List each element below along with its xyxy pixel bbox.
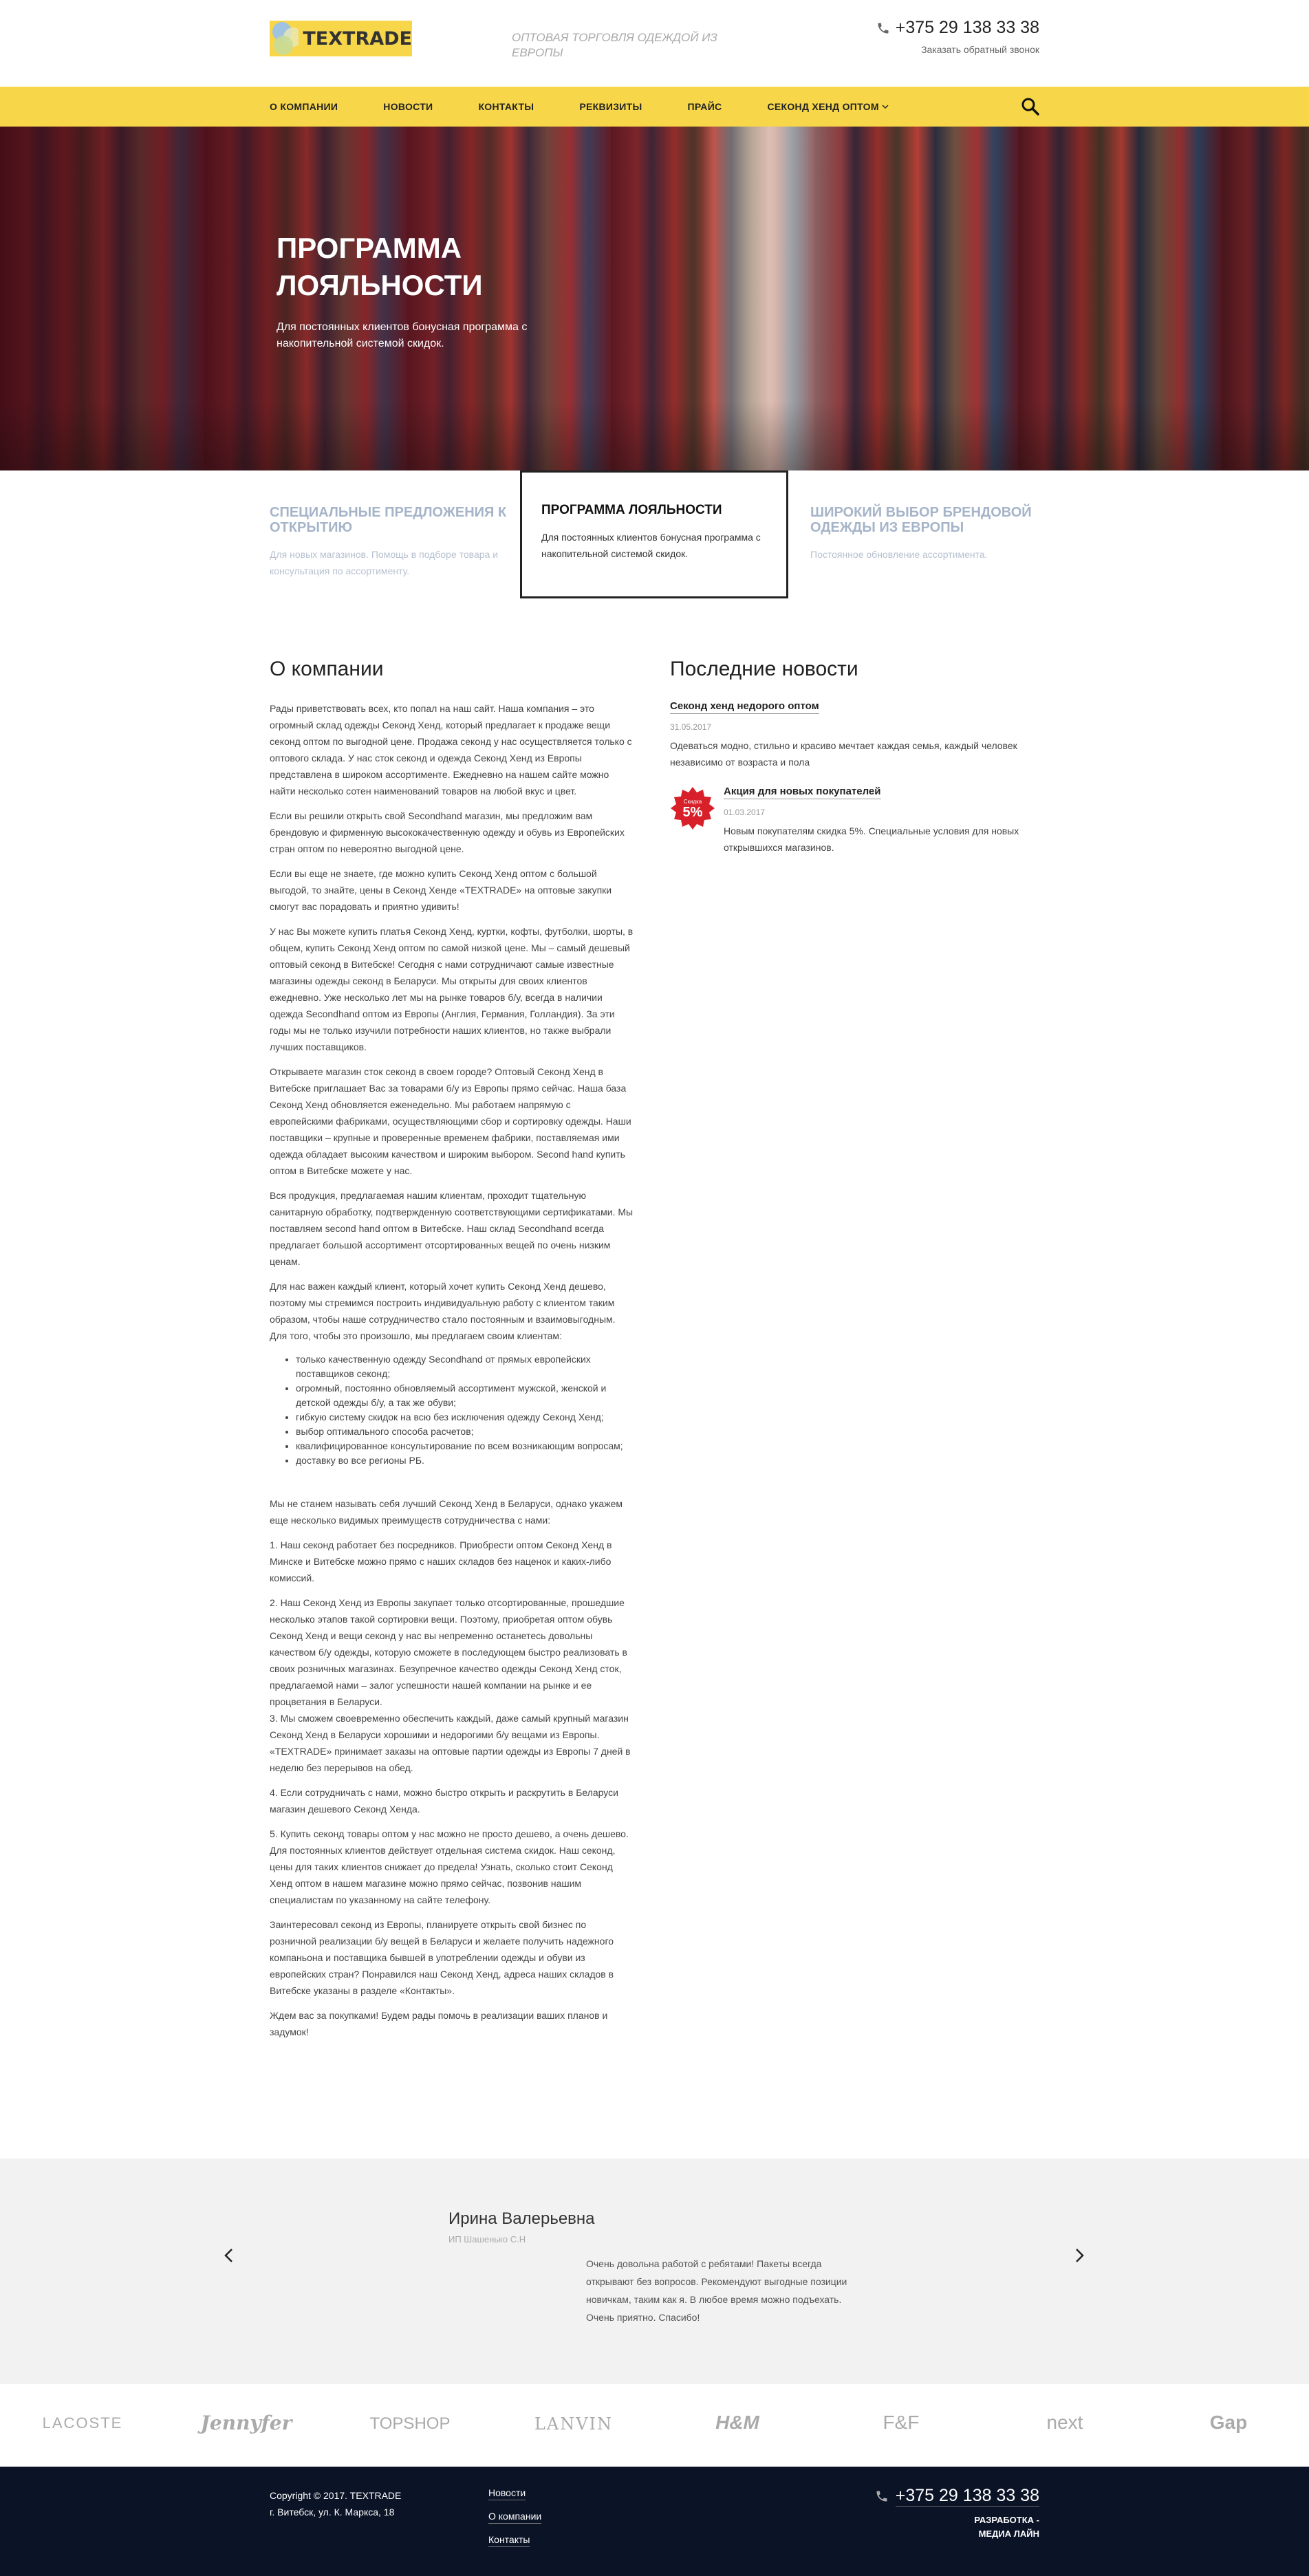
list-item: • доставку во все регионы РБ. [296, 1453, 634, 1468]
nav-item-second-hand-label: СЕКОНД ХЕНД ОПТОМ [767, 101, 879, 112]
about-paragraph: Для нас важен каждый клиент, который хочет купить Секонд Хенд дешево, поэтому мы стремимся построить индивидуальную работу с клиентом таким образом, чтобы наше сотрудничество стало постоянным и взаимовыгодным. Для того, чтобы это произошло, мы предлагаем своим клиентам: [270, 1281, 616, 1341]
brand-logo-lanvin[interactable]: LANVIN [534, 2414, 614, 2434]
phone-icon [876, 21, 890, 35]
search-icon [1020, 96, 1041, 117]
footer-copyright: Copyright © 2017. TEXTRADE [270, 2490, 402, 2501]
arrow-left-icon [219, 2245, 239, 2266]
about-paragraph: Ждем вас за покупками! Будем рады помочь в реализации ваших планов и задумок! [270, 2010, 608, 2037]
about-paragraph: 3. Мы сможем своевременно обеспечить каждый, даже самый крупный магазин Секонд Хенд в Беларуси хорошими и недорогими б/у вещами из Европы. «TEXTRADE» принимает заказы на оптовые партии одежды из Европы 7 дней в неделю без перерывов на обед. [270, 1713, 631, 1773]
about-paragraph: Если вы еще не знаете, где можно купить Секонд Хенд оптом с большой выгодой, то знайте, цены в Секонд Хенде «TEXTRADE» на оптовые закупки смогут вас порадовать и приятно удивить! [270, 868, 612, 912]
footer-link-label: О компании [488, 2511, 541, 2524]
news-item-text: Одеваться модно, стильно и красиво мечтает каждая семья, каждый человек независимо от возраста и пола [670, 740, 1017, 768]
news-item-date: 01.03.2017 [724, 808, 766, 817]
news-title: Последние новости [670, 658, 858, 680]
footer-phone[interactable] [875, 2486, 1039, 2507]
about-paragraph: 4. Если сотрудничать с нами, можно быстро открыть и раскрутить в Беларуси магазин дешевого Секонд Хенда. [270, 1787, 618, 1815]
phone-icon [875, 2489, 889, 2503]
slider-next-button[interactable] [1069, 2245, 1090, 2266]
chevron-down-icon [882, 103, 889, 110]
footer-phone-number: +375 29 138 33 38 [895, 2486, 1039, 2505]
developer-credit-line: РАЗРАБОТКА - [974, 2515, 1039, 2525]
footer-copyright-block [270, 2487, 401, 2520]
badge-top-text: Скидка [683, 799, 702, 805]
logo-mark-icon [270, 21, 299, 56]
feature-tile-title: ПРОГРАММА ЛОЯЛЬНОСТИ [541, 503, 722, 517]
nav-item-price[interactable]: ПРАЙС [687, 101, 722, 112]
footer-links [488, 2487, 541, 2557]
about-paragraph: Если вы решили открыть свой Secondhand магазин, мы предложим вам брендовую и фирменную высококачественную одежду и обувь из Европейских стран оптом по невероятно выгодной цене. [270, 810, 625, 854]
search-button[interactable] [1020, 96, 1041, 117]
list-item: • квалифицированное консультирование по всем возникающим вопросам; [296, 1439, 634, 1453]
site-header [0, 0, 1309, 87]
slider-prev-button[interactable] [219, 2245, 239, 2266]
footer-link-label: Новости [488, 2487, 526, 2500]
feature-tiles [270, 470, 1039, 598]
about-paragraph: Мы не станем называть себя лучший Секонд Хенд в Беларуси, однако укажем еще несколько видимых преимуществ сотрудничества с нами: [270, 1498, 623, 1526]
news-section [670, 658, 1041, 856]
feature-tile-loyalty[interactable] [520, 470, 788, 598]
site-logo[interactable] [270, 21, 412, 56]
brand-logo-hm[interactable]: H&M [715, 2412, 759, 2433]
site-footer [0, 2467, 1309, 2576]
brand-logo-topshop[interactable]: TOPSHOP [369, 2414, 451, 2433]
developer-credit-line: МЕДИА ЛАЙН [978, 2529, 1039, 2539]
feature-tile-title: СПЕЦИАЛЬНЫЕ ПРЕДЛОЖЕНИЯ К ОТКРЫТИЮ [270, 505, 507, 535]
feature-tile-brands[interactable] [810, 470, 1037, 598]
about-paragraph: Рады приветствовать всех, кто попал на наш сайт. Наша компания – это огромный склад одежды Секонд Хенд, который предлагает к продаже вещи секонд оптом по выгодной цене. Продажа секонд у нас осуществляется только с оптового склада. У нас сток секонд и одежда Секонд Хенд из Европы представлена в широком ассортименте. Ежедневно на нашем сайте можно найти несколько сотен наименований товаров на любой вкус и цвет. [270, 703, 632, 797]
list-item: • только качественную одежду Secondhand от прямых европейских поставщиков секонд; [296, 1352, 634, 1381]
hero-title: ПРОГРАММА ЛОЯЛЬНОСТИ [277, 232, 483, 301]
footer-link-news[interactable] [488, 2487, 541, 2498]
brand-logos [0, 2384, 1309, 2467]
brand-logo-next[interactable]: next [1046, 2412, 1083, 2433]
footer-address: г. Витебск, ул. К. Маркса, 18 [270, 2507, 395, 2518]
badge-value-text: 5% [682, 805, 703, 820]
news-item [670, 786, 1041, 856]
about-paragraph: Вся продукция, предлагаемая нашим клиентам, проходит тщательную санитарную обработку, подтвержденную соответствующими сертификатами. Мы поставляем second hand оптом в Витебске. Наш склад Secondhand всегда предлагает большой ассортимент отсортированных вещей по очень низким ценам. [270, 1190, 634, 1267]
about-paragraph: 1. Наш секонд работает без посредников. Приобрести оптом Секонд Хенд в Минске и Витебске можно прямо с наших складов без наценок и каких-либо комиссий. [270, 1539, 612, 1583]
arrow-right-icon [1069, 2245, 1090, 2266]
developer-credit[interactable] [974, 2513, 1039, 2541]
review-text: Очень довольна работой с ребятами! Пакеты всегда открывают без вопросов. Рекомендуют выгодные позиции новичкам, таким как я. В любое время можно подъехать. Очень приятно. Спасибо! [586, 2258, 847, 2323]
feature-tile-text: Для новых магазинов. Помощь в подборе товара и консультация по ассортименту. [270, 549, 499, 576]
feature-tile-special-offers[interactable] [270, 470, 538, 598]
about-benefits-list [296, 1352, 634, 1468]
about-content [270, 700, 634, 2040]
brand-logo-ff[interactable]: F&F [883, 2412, 920, 2433]
feature-tile-text: Для постоянных клиентов бонусная программа с накопительной системой скидок. [541, 532, 761, 559]
reviews-slider [0, 2158, 1309, 2384]
callback-link[interactable]: Заказать обратный звонок [921, 44, 1039, 55]
news-item-title-link[interactable]: Акция для новых покупателей [724, 786, 881, 799]
brand-logo-jennyfer[interactable]: Jennyfer [200, 2412, 292, 2434]
about-paragraph: У нас Вы можете купить платья Секонд Хенд, куртки, кофты, футболки, шорты, в общем, купить Секонд Хенд оптом по самой низкой цене. Мы – самый дешевый оптовый секонд в Витебске! Сегодня с нами сотрудничают самые известные магазины одежды секонд в Беларуси. Мы открыты для своих клиентов ежедневно. Уже несколько лет мы на рынке товаров б/у, всегда в наличии одежда Secondhand оптом из Европы (Англия, Германия, Голландия). За эти годы мы не только изучили потребности наших клиентов, но также выбрали лучших поставщиков. [270, 926, 634, 1052]
footer-link-label: Контакты [488, 2534, 530, 2547]
news-item-text: Новым покупателям скидка 5%. Специальные условия для новых открывшихся магазинов. [724, 825, 1019, 853]
list-item: • выбор оптимального способа расчетов; [296, 1425, 634, 1439]
discount-badge-icon [670, 786, 715, 831]
footer-link-about[interactable] [488, 2511, 541, 2522]
header-phone-number: +375 29 138 33 38 [895, 18, 1039, 37]
about-section [270, 658, 634, 2048]
hero-background-shade [0, 402, 1309, 470]
about-paragraph: 2. Наш Секонд Хенд из Европы закупает только отсортированные, прошедшие несколько этапов такой сортировки вещи. Поэтому, приобретая оптом обувь Секонд Хенд и вещи секонд у нас вы непременно останетесь довольны качеством б/у одежды, которую сможете в последующем быстро реализовать в своих розничных магазинах. Безупречное качество одежды Секонд Хенд сток, предлагаемой нами – залог успешности нашей компании на рынке и ее процветания в Беларуси. [270, 1597, 627, 1707]
news-item-date: 31.05.2017 [670, 722, 712, 732]
about-title: О компании [270, 658, 384, 680]
brand-logo-gap[interactable]: Gap [1209, 2412, 1248, 2433]
about-paragraph: Открываете магазин сток секонд в своем городе? Оптовый Секонд Хенд в Витебске приглашает Вас за товарами б/у из Европы прямо сейчас. Наша база Секонд Хенд обновляется еженедельно. Мы работаем напрямую с европейскими фабриками, осуществляющими сбор и сортировку одежды. Наши поставщики – крупные и проверенные временем фабрики, поставляемая ими одежда обладает высоким качеством и широким выбором. Second hand купить оптом в Витебске можете у нас. [270, 1066, 631, 1176]
about-paragraph: 5. Купить секонд товары оптом у нас можно не просто дешево, а очень дешево. Для постоянных клиентов действует отдельная система скидок. Наш секонд, цены для таких клиентов снижает до предела! Узнать, сколько стоит Секонд Хенд оптом в нашем магазине можно прямо сейчас, позвонив нашим специалистам по указанному на сайте телефону. [270, 1828, 629, 1905]
list-item: • огромный, постоянно обновляемый ассортимент мужской, женской и детской одежды б/у, а так же обуви; [296, 1381, 634, 1410]
nav-item-news[interactable]: НОВОСТИ [383, 101, 433, 112]
hero-text: Для постоянных клиентов бонусная программа с накопительной системой скидок. [277, 321, 528, 349]
nav-item-about[interactable]: О КОМПАНИИ [270, 101, 338, 112]
nav-item-contacts[interactable]: КОНТАКТЫ [478, 101, 534, 112]
feature-tile-text: Постоянное обновление ассортимента. [810, 549, 988, 560]
brand-logo-lacoste[interactable]: LACOSTE [42, 2414, 123, 2432]
hero-banner [0, 127, 1309, 470]
site-slogan: ОПТОВАЯ ТОРГОВЛЯ ОДЕЖДОЙ ИЗ ЕВРОПЫ [512, 31, 717, 59]
logo-text: TEXTRADE [303, 28, 412, 50]
nav-item-second-hand[interactable] [767, 101, 888, 112]
about-paragraph: Заинтересовал секонд из Европы, планируете открыть свой бизнес по розничной реализации б/у вещей в Беларуси и желаете получить надежного компаньона и поставщика бывшей в употреблении одежды и обуви из европейских стран? Понравился наш Секонд Хенд, адреса наших складов в Витебске указаны в разделе «Контакты». [270, 1919, 614, 1996]
main-nav [0, 87, 1309, 127]
news-item [670, 700, 1041, 770]
footer-link-contacts[interactable] [488, 2534, 541, 2545]
list-item: • гибкую систему скидок на всю без исключения одежду Секонд Хенд; [296, 1410, 634, 1425]
header-phone[interactable] [876, 18, 1039, 38]
nav-item-requisites[interactable]: РЕКВИЗИТЫ [579, 101, 642, 112]
feature-tile-title: ШИРОКИЙ ВЫБОР БРЕНДОВОЙ ОДЕЖДЫ ИЗ ЕВРОПЫ [810, 505, 1032, 535]
review-author-role: ИП Шашенько С.Н [448, 2234, 526, 2244]
review-author-name: Ирина Валерьевна [448, 2209, 595, 2228]
news-item-title-link[interactable]: Секонд хенд недорого оптом [670, 700, 819, 714]
